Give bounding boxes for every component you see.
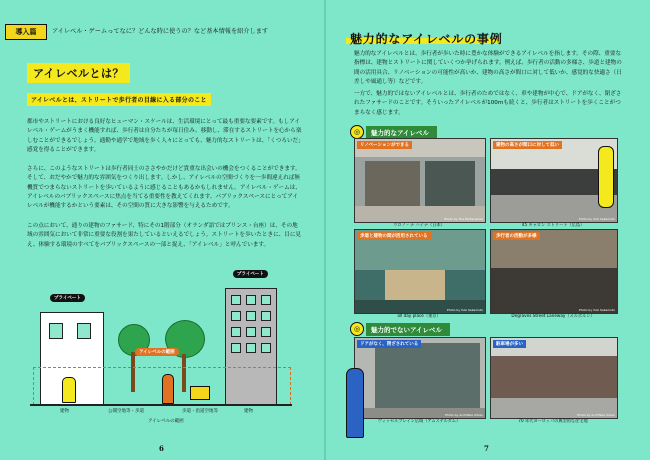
photo-tag: 歩行者の活動が多様 [493,232,540,240]
bad-section-title: 魅力的でないアイレベル [366,323,450,336]
good-section-title: 魅力的なアイレベル [366,126,437,139]
paragraph-right-1: 魅力的なアイレベルとは、歩行者が歩いた時に豊かな体験ができるアイレベルを指します。その際、重要な指標は、建物とストリートに関していくつか挙げられます。例えば、歩行者の活動の多様さ、歩道と建物の間の活用具合、リノベーションの可能性が高いか、建物の高さが間口に対して低いか、感覚的な快適さ（日差しや風通し等）などです。 [354,51,622,85]
photo-activity [490,229,618,314]
paragraph-2: さらに、このようなストリートは歩行者同士のささやかだけど貴重な出会いの機会をつくることができます。そして、おだやかで魅力的な雰囲気をつくり出します。しかし、アイレベルの空間づくりを一歩間違えれば無機質でつまらないストリートを歩いているように感じることもあるかもしれません。アイレベル・ゲームは、アイレベルのパブリックスペースに焦点を当てる重要性を教えてくれます。パブリックスペースにとってアイレベルが機能するかという要素は、その空間の質に大きな影響を与えるためです。 [27,166,301,210]
photo-credit: Photo by Yuki Sakamoto [578,308,615,312]
photo-closed-facade [354,337,486,419]
label-building-left: 建物 [60,409,69,414]
photo-tag: ドアがなく、閉ざされている [357,340,421,348]
photo-credit: Photo by ArchTabe Urban [445,413,483,417]
subheading-left: アイレベルとは、ストリートで歩行者の目線に入る部分のこと [27,93,211,106]
photo-tag: 建物の高さが間口に対して低い [493,141,562,149]
paragraph-1: 都市やストリートにおける良好なヒューマン・スケールは、生活環境にとって最も重要な要素です。もしアイレベル・ゲームがうまく機能すれば、歩行者は自分たちが毎日住み、移動し、滞在するストリートを心から楽しむことができるでしょう。通勤や通学で地域を歩く人々にとっても、魅力的なストリートは、「くつろいだ」感覚を得ることができます。 [27,119,302,153]
intro-tagline: アイレベル・ゲームってなに？どんな時に使うの？など基本情報を紹介します [52,28,269,35]
paragraph-3: この点において、通りの建物のファサード、特にその1階部分（オランダ語ではプリンス・台座）は、その地域の雰囲気において非常に重要な役割を果たしているといえるでしょう。ストリートを歩いたときに、目に見え、体験する環境のすべてをパブリックスペースの一部と捉え、「アイレベル」と呼んでいます。 [27,223,302,248]
photo-credit: Photo by The Fairfacemos [444,217,483,221]
photo-caption: ウロノ・ナ ハイナ（日本） [393,222,445,227]
photo-credit: Photo by Yuki Sakamoto [578,217,615,221]
person-figure-icon [162,374,174,404]
photo-credit: Photo by ArchTabe Urban [577,413,615,417]
photo-parking [490,337,618,419]
eye-level-illustration [30,262,300,422]
photo-credit: Photo by Yuki Sakamoto [446,308,483,312]
photo-caption: all day place（東京） [397,313,441,318]
page-number-right: 7 [484,444,489,453]
gutter [324,0,326,460]
page-title-right: 魅力的なアイレベルの事例 [350,32,503,46]
private-label-left: プライベート [50,294,85,302]
private-label-right: プライベート [233,270,268,278]
label-public-1: 公開空地等・歩道 [108,409,144,414]
photo-tag: 歩道と建物の間が活用されている [357,232,431,240]
thumbs-down-icon: ◎ [350,322,364,336]
bench-icon [190,386,210,400]
label-building-right: 建物 [244,409,253,414]
illustration-caption: アイレベルの範囲 [148,419,184,424]
page-title-left: アイレベルとは？ [27,63,130,83]
intro-tag: 導入篇 [5,24,47,40]
photo-space-use [354,229,486,314]
page-number-left: 6 [159,444,164,453]
photo-caption: 70 年代ヨーロッパの典型的な住宅地 [518,418,588,423]
measuring-person-icon [598,146,614,208]
photo-tag: リノベーションができる [357,141,412,149]
eye-level-range-label: アイレベルの範囲 [135,348,179,356]
photo-tag: 駐車場が多い [493,340,526,348]
good-section-header [350,125,437,139]
label-public-2: 歩道・沿道空地等 [182,409,218,414]
photo-caption: ヴィッセルブレイン広場（アムステルダム） [377,418,461,423]
bad-section-header [350,322,450,336]
photo-caption: Degraves Street Laneway（メルボルン） [511,313,595,318]
person-figure-icon [62,377,76,403]
paragraph-right-2: 一方で、魅力的ではないアイレベルとは、歩行者のためではなく、車や建物が中心で、ドアがなく、閉ざされたファサードのことです。そういったアイレベルが100mも続くと、歩行者はストリートを歩くことがつまらなく感じます。 [354,91,622,116]
thumbs-up-icon: ◎ [350,125,364,139]
photo-caption: 45 キャロン ストリート（広島） [521,222,585,227]
walking-person-icon [346,368,364,438]
photo-renovation [354,138,486,223]
